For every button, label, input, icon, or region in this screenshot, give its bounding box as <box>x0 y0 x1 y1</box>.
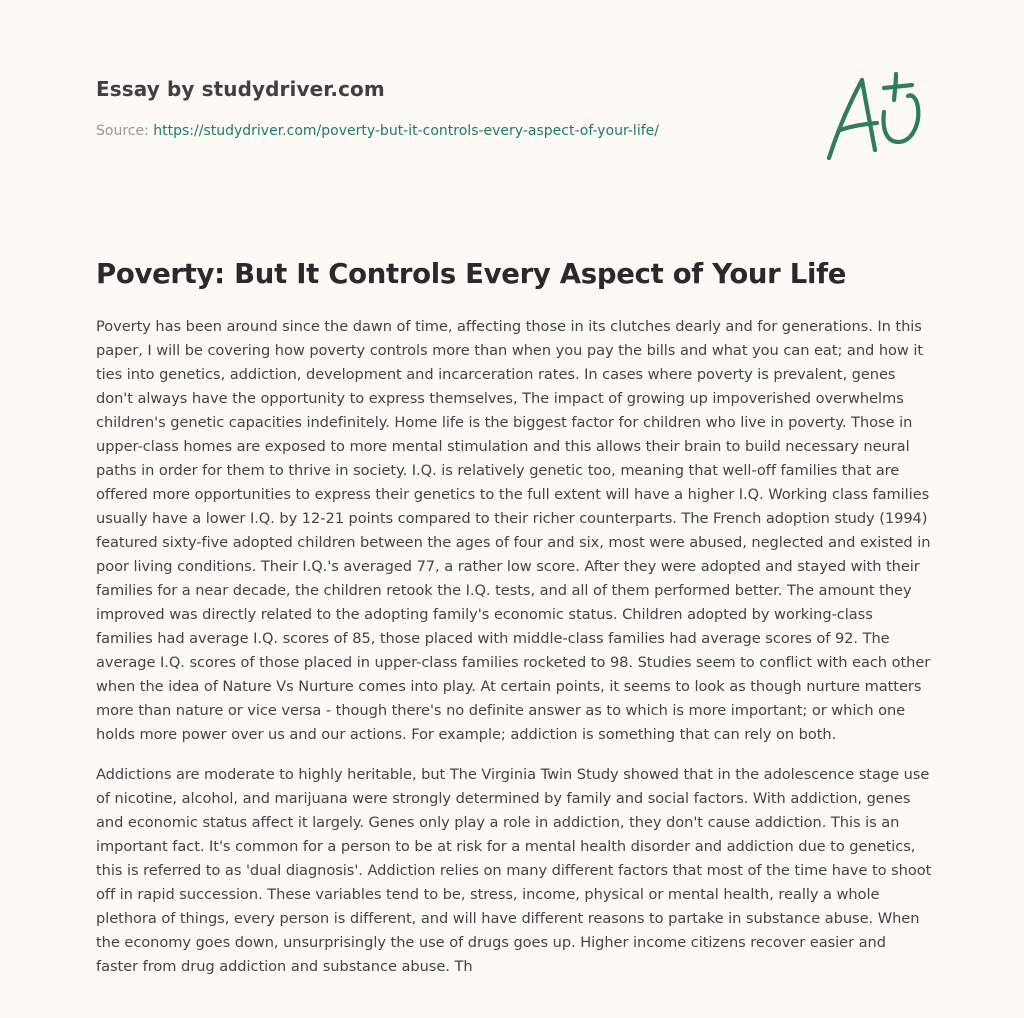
essay-header <box>96 74 796 141</box>
a-plus-logo-icon <box>820 68 930 168</box>
source-link[interactable]: https://studydriver.com/poverty-but-it-controls-every-aspect-of-your-life/ <box>153 123 659 139</box>
source-line <box>96 121 796 141</box>
paragraph: Poverty has been around since the dawn of time, affecting those in its clutches dearly and for generations. In this paper, I will be covering how poverty controls more than when you pay the bills and what you can eat; and how it ties into genetics, addiction, development and incarceration rates. In cases where poverty is prevalent, genes don't always have the opportunity to express themselves, The impact of growing up impoverished overwhelms children's genetic capacities indefinitely. Home life is the biggest factor for children who live in poverty. Those in upper-class homes are exposed to more mental stimulation and this allows their brain to build necessary neural paths in order for them to thrive in society. I.Q. is relatively genetic too, meaning that well-off families that are offered more opportunities to express their genetics to the full extent will have a higher I.Q. Working class families usually have a lower I.Q. by 12-21 points compared to their richer counterparts. The French adoption study (1994) featured sixty-five adopted children between the ages of four and six, most were abused, neglected and existed in poor living conditions. Their I.Q.'s averaged 77, a rather low score. After they were adopted and stayed with their families for a near decade, the children retook the I.Q. tests, and all of them performed better. The amount they improved was directly related to the adopting family's economic status. Children adopted by working-class families had average I.Q. scores of 85, those placed with middle-class families had average scores of 92. The average I.Q. scores of those placed in upper-class families rocketed to 98. Studies seem to conflict with each other when the idea of Nature Vs Nurture comes into play. At certain points, it seems to look as though nurture matters more than nature or vice versa - though there's no definite answer as to which is more important; or which one holds more power over us and our actions. For example; addiction is something that can rely on both. <box>96 318 931 743</box>
brand-title: Essay by studydriver.com <box>96 77 385 101</box>
essay-body <box>96 315 932 995</box>
paragraph: Addictions are moderate to highly heritable, but The Virginia Twin Study showed that in the adolescence stage use of nicotine, alcohol, and marijuana were strongly determined by family and social factors. With addiction, genes and economic status affect it largely. Genes only play a role in addiction, they don't cause addiction. This is an important fact. It's common for a person to be at risk for a mental health disorder and addiction due to genetics, this is referred to as 'dual diagnosis'. Addiction relies on many different factors that most of the time have to shoot off in rapid succession. These variables tend to be, stress, income, physical or mental health, really a whole plethora of things, every person is different, and will have different reasons to partake in substance abuse. When the economy goes down, unsurprisingly the use of drugs goes up. Higher income citizens recover easier and faster from drug addiction and substance abuse. Th <box>96 766 932 975</box>
source-label: Source: <box>96 123 154 139</box>
essay-title: Poverty: But It Controls Every Aspect of Your Life <box>96 258 847 290</box>
